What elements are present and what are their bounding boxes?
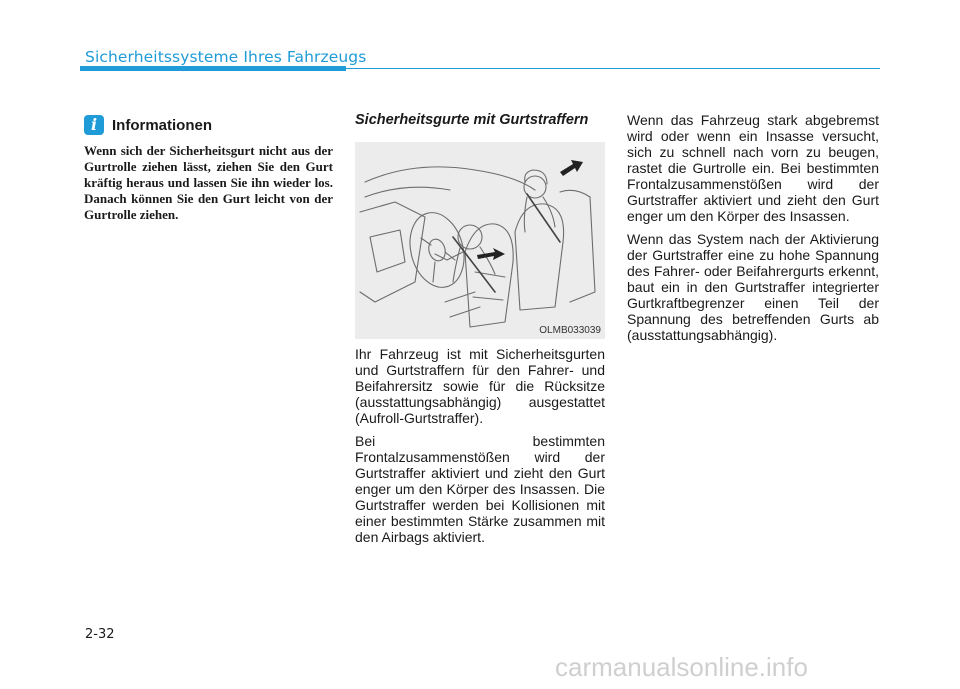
column-middle: [355, 112, 605, 552]
info-text: Wenn sich der Sicherheitsgurt nicht aus der Gurtrolle ziehen lässt, ziehen Sie den Gurt kräftig heraus und lassen Sie ihn wieder los. Danach können Sie den Gurt leicht von der Gurtrolle ziehen.: [84, 143, 333, 222]
info-heading: [84, 115, 212, 135]
paragraph: Ihr Fahrzeug ist mit Sicherheitsgurten und Gurtstraffern für den Fahrer- und Beifahrersitz sowie für die Rücksitze (ausstattungsabhängig) ausgestattet (Aufroll-Gurtstraffer).: [355, 346, 605, 426]
column-right: [627, 112, 879, 350]
header-bar-accent: [80, 66, 346, 71]
paragraph: Wenn das Fahrzeug stark abgebremst wird oder wenn ein Insasse versucht, sich zu schnell nach vorn zu beugen, rastet die Gurtrolle ein. Bei bestimmten Frontalzusammenstößen wird der Gurtstraffer aktiviert und zieht den Gurt enger um den Körper des Insassen.: [627, 112, 879, 224]
paragraph: Bei bestimmten Frontalzusammenstößen wird der Gurtstraffer aktiviert und zieht den Gurt enger um den Körper des Insassen. Die Gurtstraffer werden bei Kollisionen mit einer bestimmten Stärke zusammen mit den Airbags aktiviert.: [355, 433, 605, 545]
section-heading: Sicherheitsgurte mit Gurtstraffern: [355, 112, 589, 128]
page-number: 2-32: [85, 627, 115, 642]
section-title: Sicherheitssysteme Ihres Fahrzeugs: [85, 48, 367, 66]
car-interior-drawing: [355, 142, 605, 339]
seatbelt-illustration: [355, 142, 605, 339]
paragraph: Wenn das System nach der Aktivierung der Gurtstraffer eine zu hohe Spannung des Fahrer- oder Beifahrergurts erkennt, baut ein in den Gurtstraffer integrierter Gurtkraftbegrenzer einen Teil der Spannung des betreffenden Gurts ab (ausstattungsabhängig).: [627, 231, 879, 343]
watermark: carmanualsonline.info: [555, 652, 808, 682]
figure-code: OLMB033039: [539, 325, 601, 336]
header-bar-line: [346, 68, 880, 70]
info-icon: i: [84, 115, 104, 135]
info-title: Informationen: [112, 116, 212, 134]
